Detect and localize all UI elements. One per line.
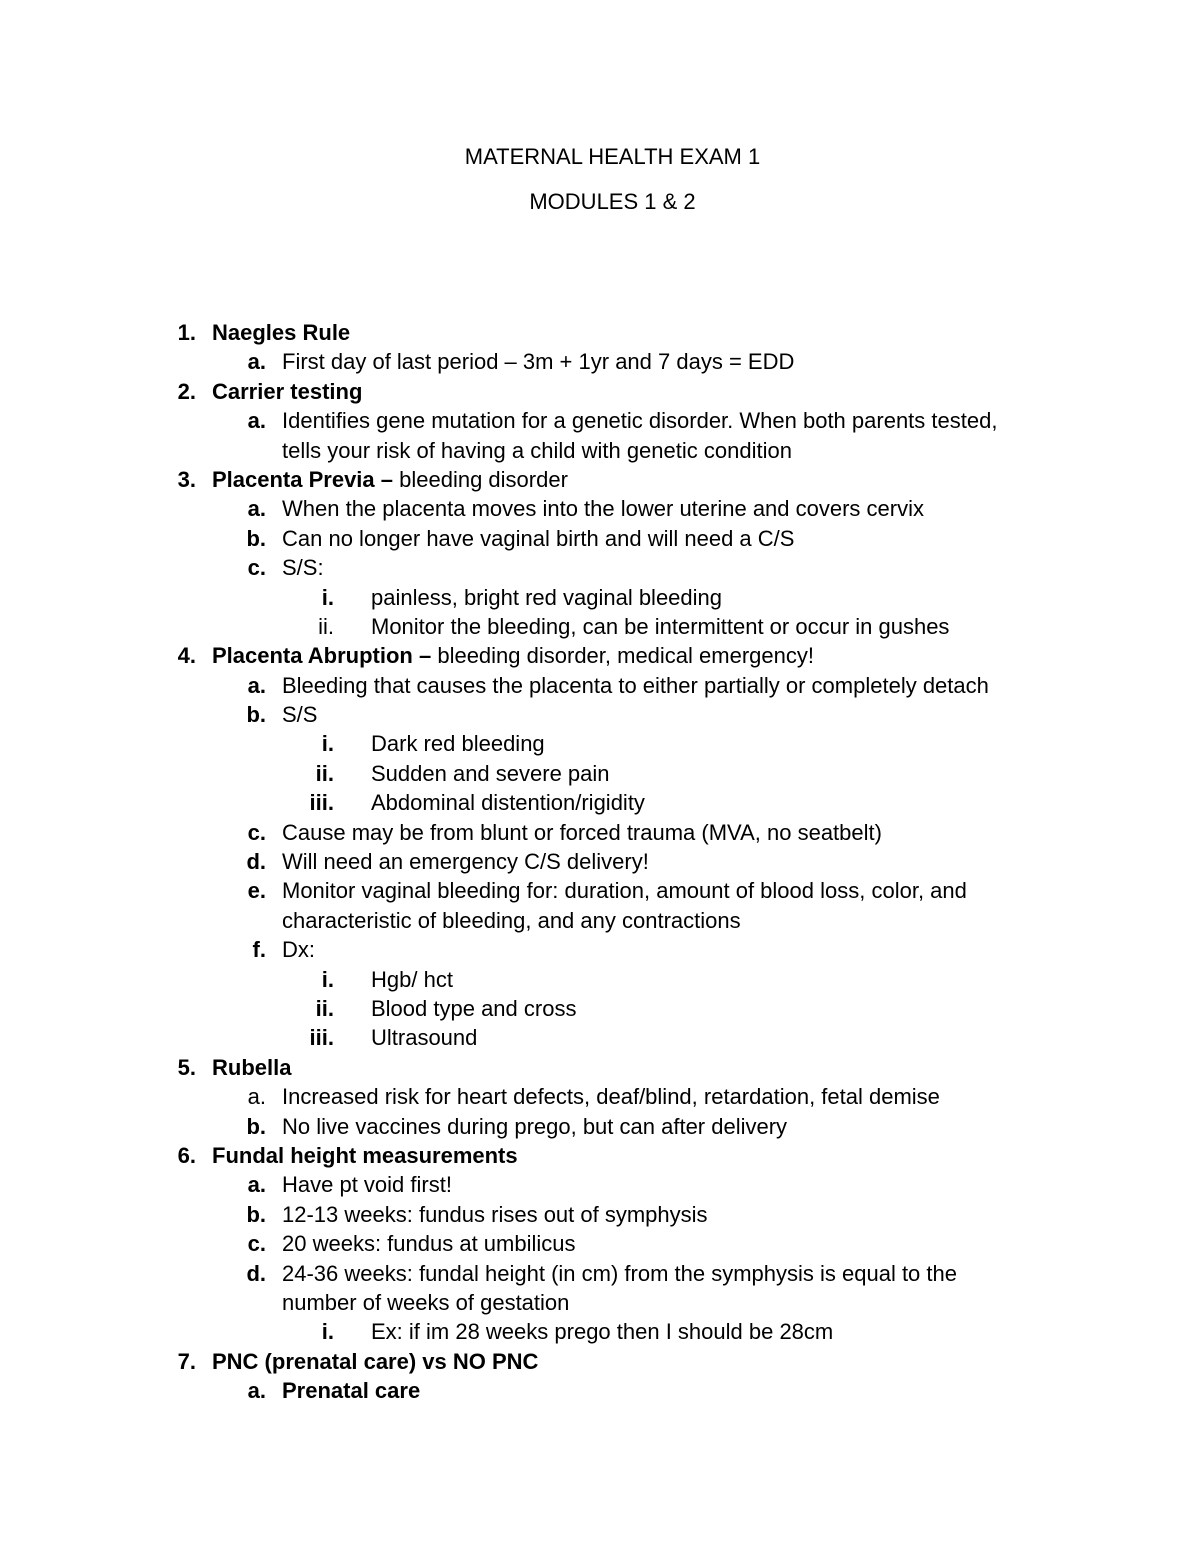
item-body: When the placenta moves into the lower uterine and covers cervix xyxy=(282,496,924,522)
item-body: Can no longer have vaginal birth and will need a C/S xyxy=(282,525,795,551)
item-heading: Placenta Abruption – xyxy=(212,643,432,669)
list-marker: a. xyxy=(247,1172,266,1198)
item-text xyxy=(282,935,315,964)
item-heading: Carrier testing xyxy=(212,378,363,404)
list-marker: a. xyxy=(247,496,266,522)
item-text xyxy=(212,318,350,347)
list-marker: iii. xyxy=(309,1025,334,1051)
item-body: tells your risk of having a child with genetic condition xyxy=(282,437,792,463)
outline-item xyxy=(0,1347,1200,1376)
item-text xyxy=(282,1200,708,1229)
list-marker: d. xyxy=(246,1260,266,1286)
item-text xyxy=(282,700,317,729)
outline-item xyxy=(0,377,1200,406)
item-text xyxy=(371,965,453,994)
item-body: S/S xyxy=(282,702,318,728)
item-body: Monitor the bleeding, can be intermittent or occur in gushes xyxy=(371,613,950,639)
item-text xyxy=(282,524,794,553)
item-text xyxy=(282,1288,569,1317)
outline-item xyxy=(0,788,1200,817)
item-body: bleeding disorder, medical emergency! xyxy=(431,643,814,669)
item-body: Sudden and severe pain xyxy=(371,760,610,786)
list-marker: a. xyxy=(247,672,266,698)
item-heading: Rubella xyxy=(212,1054,292,1080)
outline-item xyxy=(0,347,1200,376)
list-marker: c. xyxy=(247,1231,266,1257)
outline-item xyxy=(0,1112,1200,1141)
item-body: S/S: xyxy=(282,555,324,581)
list-marker: 1. xyxy=(177,320,196,345)
item-body: 12-13 weeks: fundus rises out of symphysis xyxy=(282,1201,708,1227)
item-text xyxy=(212,1053,291,1082)
outline-item xyxy=(0,524,1200,553)
list-marker: iii. xyxy=(309,790,334,816)
item-body: Monitor vaginal bleeding for: duration, amount of blood loss, color, and xyxy=(282,878,967,904)
item-body: Abdominal distention/rigidity xyxy=(371,790,645,816)
outline-item xyxy=(0,465,1200,494)
item-text xyxy=(282,847,649,876)
item-body: Identifies gene mutation for a genetic disorder. When both parents tested, xyxy=(282,408,998,434)
item-text xyxy=(371,1023,477,1052)
item-body: Dark red bleeding xyxy=(371,731,545,757)
item-body: No live vaccines during prego, but can after delivery xyxy=(282,1113,788,1139)
outline-item xyxy=(0,1317,1200,1346)
list-marker: 7. xyxy=(177,1348,196,1374)
item-text xyxy=(282,906,741,935)
list-marker: i. xyxy=(321,584,334,610)
item-text xyxy=(212,1347,538,1376)
list-marker: ii. xyxy=(315,760,334,786)
outline-item xyxy=(0,847,1200,876)
list-marker: f. xyxy=(252,937,266,963)
outline-item xyxy=(0,671,1200,700)
list-marker: 6. xyxy=(177,1142,196,1168)
list-marker: a. xyxy=(247,1084,266,1110)
item-body: painless, bright red vaginal bleeding xyxy=(371,584,723,610)
list-marker: 4. xyxy=(177,643,196,669)
item-body: Dx: xyxy=(282,937,315,963)
item-body: bleeding disorder xyxy=(393,466,568,492)
item-text xyxy=(282,876,967,905)
list-marker: i. xyxy=(321,966,334,992)
outline-item xyxy=(0,1229,1200,1258)
item-text xyxy=(282,553,324,582)
item-heading: Fundal height measurements xyxy=(212,1142,518,1168)
item-text xyxy=(282,1112,787,1141)
list-marker: ii. xyxy=(315,995,334,1021)
item-text xyxy=(212,641,814,670)
outline-item xyxy=(0,935,1200,964)
item-body: First day of last period – 3m + 1yr and 7 days = EDD xyxy=(282,349,795,375)
outline-item xyxy=(0,818,1200,847)
list-marker: b. xyxy=(246,1201,266,1227)
item-body: characteristic of bleeding, and any contractions xyxy=(282,907,741,933)
outline-item xyxy=(0,729,1200,758)
item-heading: Prenatal care xyxy=(282,1378,421,1404)
item-body: Ultrasound xyxy=(371,1025,478,1051)
list-marker: a. xyxy=(247,349,266,375)
outline-item xyxy=(0,1200,1200,1229)
list-marker: ii. xyxy=(318,613,334,639)
list-marker: a. xyxy=(247,408,266,434)
outline-item xyxy=(0,641,1200,670)
list-marker: a. xyxy=(247,1378,266,1404)
outline-item xyxy=(0,553,1200,582)
item-text xyxy=(282,1259,957,1288)
outline-list xyxy=(0,318,1200,1405)
item-text xyxy=(282,1376,420,1405)
outline-item xyxy=(0,1053,1200,1082)
list-marker: d. xyxy=(246,849,266,875)
outline-item xyxy=(0,406,1200,435)
outline-item xyxy=(0,318,1200,347)
item-text xyxy=(282,1229,576,1258)
item-text xyxy=(282,406,997,435)
item-heading: Naegles Rule xyxy=(212,320,351,345)
item-heading: Placenta Previa – xyxy=(212,466,394,492)
item-body: Will need an emergency C/S delivery! xyxy=(282,849,649,875)
list-marker: 3. xyxy=(177,466,196,492)
item-body: Have pt void first! xyxy=(282,1172,452,1198)
item-body: Cause may be from blunt or forced trauma (MVA, no seatbelt) xyxy=(282,819,882,845)
list-marker: 5. xyxy=(177,1054,196,1080)
item-text xyxy=(371,1317,833,1346)
list-marker: e. xyxy=(247,878,266,904)
list-marker: i. xyxy=(321,731,334,757)
document-title: MATERNAL HEALTH EXAM 1 xyxy=(464,144,761,169)
item-body: 20 weeks: fundus at umbilicus xyxy=(282,1231,576,1257)
outline-item xyxy=(0,1082,1200,1111)
item-text xyxy=(212,465,568,494)
item-text xyxy=(371,612,949,641)
item-text xyxy=(371,759,610,788)
item-heading: PNC (prenatal care) vs NO PNC xyxy=(212,1348,539,1374)
item-text xyxy=(282,1082,940,1111)
list-marker: b. xyxy=(246,525,266,551)
document-subtitle: MODULES 1 & 2 xyxy=(529,189,696,214)
outline-item xyxy=(0,759,1200,788)
item-text xyxy=(282,494,924,523)
outline-item xyxy=(0,583,1200,612)
outline-item xyxy=(0,1376,1200,1405)
item-body: 24-36 weeks: fundal height (in cm) from the symphysis is equal to the xyxy=(282,1260,957,1286)
list-marker: i. xyxy=(321,1319,334,1345)
item-body: Ex: if im 28 weeks prego then I should be 28cm xyxy=(371,1319,834,1345)
outline-item xyxy=(0,994,1200,1023)
outline-item xyxy=(0,1259,1200,1288)
outline-item xyxy=(0,1141,1200,1170)
item-body: Increased risk for heart defects, deaf/blind, retardation, fetal demise xyxy=(282,1084,940,1110)
list-marker: b. xyxy=(246,1113,266,1139)
outline-item xyxy=(0,1023,1200,1052)
outline-item xyxy=(0,906,1200,935)
item-body: Blood type and cross xyxy=(371,995,577,1021)
item-text xyxy=(282,671,989,700)
outline-item xyxy=(0,436,1200,465)
item-text xyxy=(282,436,792,465)
list-marker: 2. xyxy=(177,378,196,404)
item-text xyxy=(371,583,722,612)
outline-item xyxy=(0,876,1200,905)
item-body: number of weeks of gestation xyxy=(282,1289,570,1315)
item-body: Bleeding that causes the placenta to either partially or completely detach xyxy=(282,672,989,698)
list-marker: c. xyxy=(247,819,266,845)
item-text xyxy=(371,788,645,817)
item-text xyxy=(282,347,794,376)
outline-item xyxy=(0,1170,1200,1199)
list-marker: b. xyxy=(246,702,266,728)
item-text xyxy=(371,994,576,1023)
list-marker: c. xyxy=(247,555,266,581)
outline-item xyxy=(0,1288,1200,1317)
item-text xyxy=(212,1141,518,1170)
item-text xyxy=(212,377,362,406)
outline-item xyxy=(0,700,1200,729)
item-text xyxy=(371,729,545,758)
outline-item xyxy=(0,965,1200,994)
item-text xyxy=(282,818,882,847)
item-text xyxy=(282,1170,452,1199)
item-body: Hgb/ hct xyxy=(371,966,453,992)
outline-item xyxy=(0,612,1200,641)
outline-item xyxy=(0,494,1200,523)
